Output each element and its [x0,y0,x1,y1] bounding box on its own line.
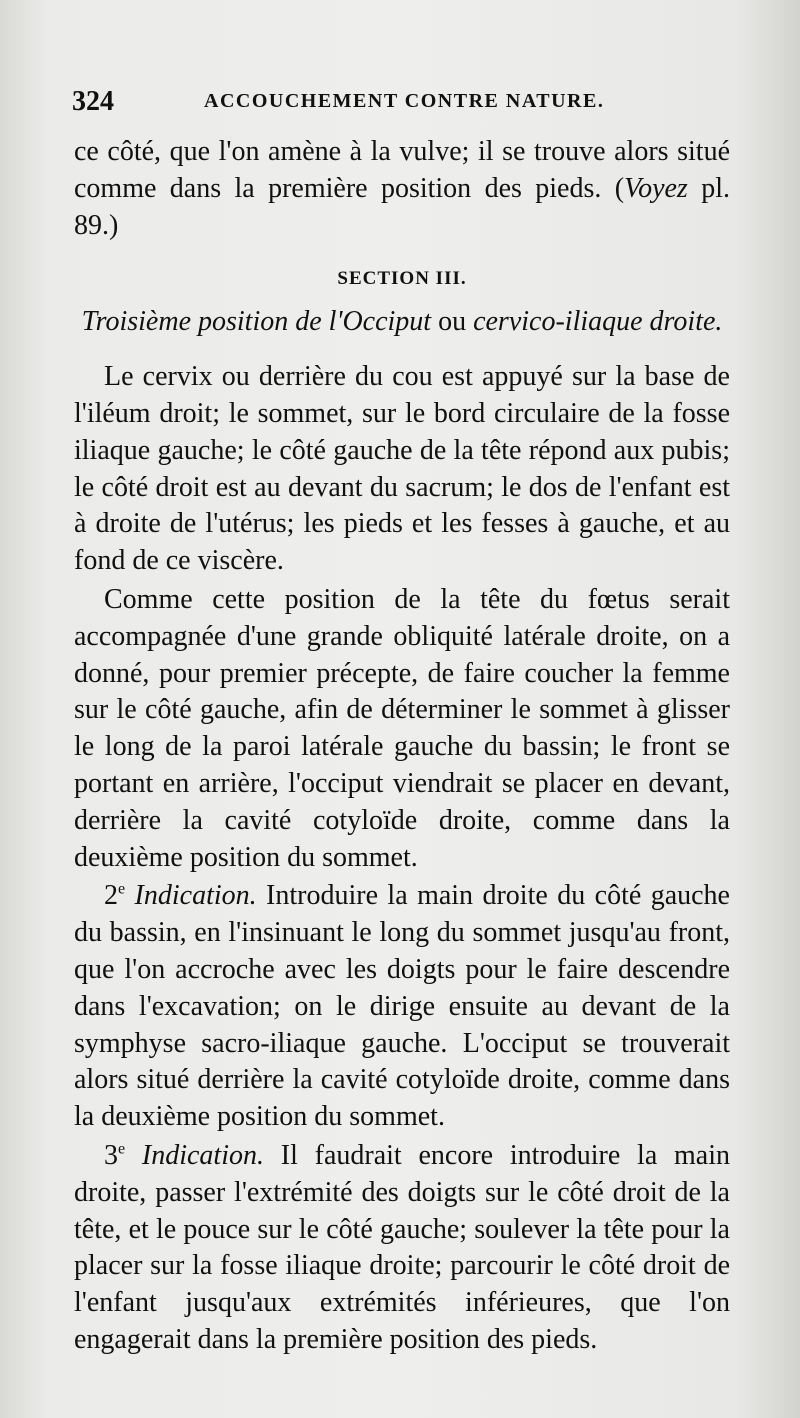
indication-label: Indication. [125,880,257,912]
continuation-paragraph [74,134,730,244]
indication-ordinal: e [118,881,126,899]
paragraph-1: Le cervix ou derrière du cou est appuyé sur la base de l'iléum droit; le sommet, sur le bord circulaire de la fosse iliaque gauche; le côté gauche de la tête répond aux pubis; le côté droit est au devant du sacrum; le dos de l'enfant est à droite de l'utérus; les pieds et les fesses à gauche, et au fond de ce viscère. [74,361,730,577]
page-header [72,86,732,118]
indication-number: 3 [104,1139,118,1171]
continuation-text: ce côté, que l'on amène à la vulve; il se trouve alors situé comme dans la première position des pieds. ( [74,136,730,204]
indication-number: 2 [104,880,118,912]
paragraph-3 [74,878,730,1136]
section-heading: SECTION III. [337,268,467,290]
section-subtitle [74,304,730,341]
indication-ordinal: e [118,1140,126,1158]
running-title: ACCOUCHEMENT CONTRE NATURE. [204,90,605,112]
subtitle-part1: Troisième position de l'Occiput [81,306,432,338]
page-number: 324 [72,86,114,117]
paragraph-2: Comme cette position de la tête du fœtus serait accompagnée d'une grande obliquité latérale droite, on a donné, pour premier précepte, de faire coucher la femme sur le côté gauche, afin de déterminer le sommet à glisser le long de la paroi latérale gauche du bassin; le front se portant en arrière, l'occiput viendrait se placer en devant, derrière la cavité cotyloïde droite, comme dans la deuxième position du sommet. [74,583,730,873]
indication-text: Introduire la main droite du côté gauche du bassin, en l'insinuant le long du sommet jusqu'au front, que l'on accroche avec les doigts pour le faire descendre dans l'excavation; on le dirige ensuite au devant de la symphyse sacro-iliaque gauche. L'occiput se trouverait alors situé derrière la cavité cotyloïde droite, comme dans la deuxième position du sommet. [74,880,730,1133]
subtitle-connector: ou [431,306,474,338]
paragraph-4 [74,1138,730,1359]
indication-text: Il faudrait encore introduire la main droite, passer l'extrémité des doigts sur le côté droit de la tête, et le pouce sur le côté gauche; soulever la tête pour la placer sur la fosse iliaque droite; parcourir le côté droit de l'enfant jusqu'aux extrémités inférieures, que l'on engagerait dans la première position des pieds. [74,1139,730,1355]
subtitle-part2: cervico-iliaque droite. [473,306,723,338]
reference-italic: Voyez [624,172,688,204]
indication-label: Indication. [125,1139,264,1171]
body-text [74,134,730,1359]
reference-end: pl. 89.) [74,172,731,241]
